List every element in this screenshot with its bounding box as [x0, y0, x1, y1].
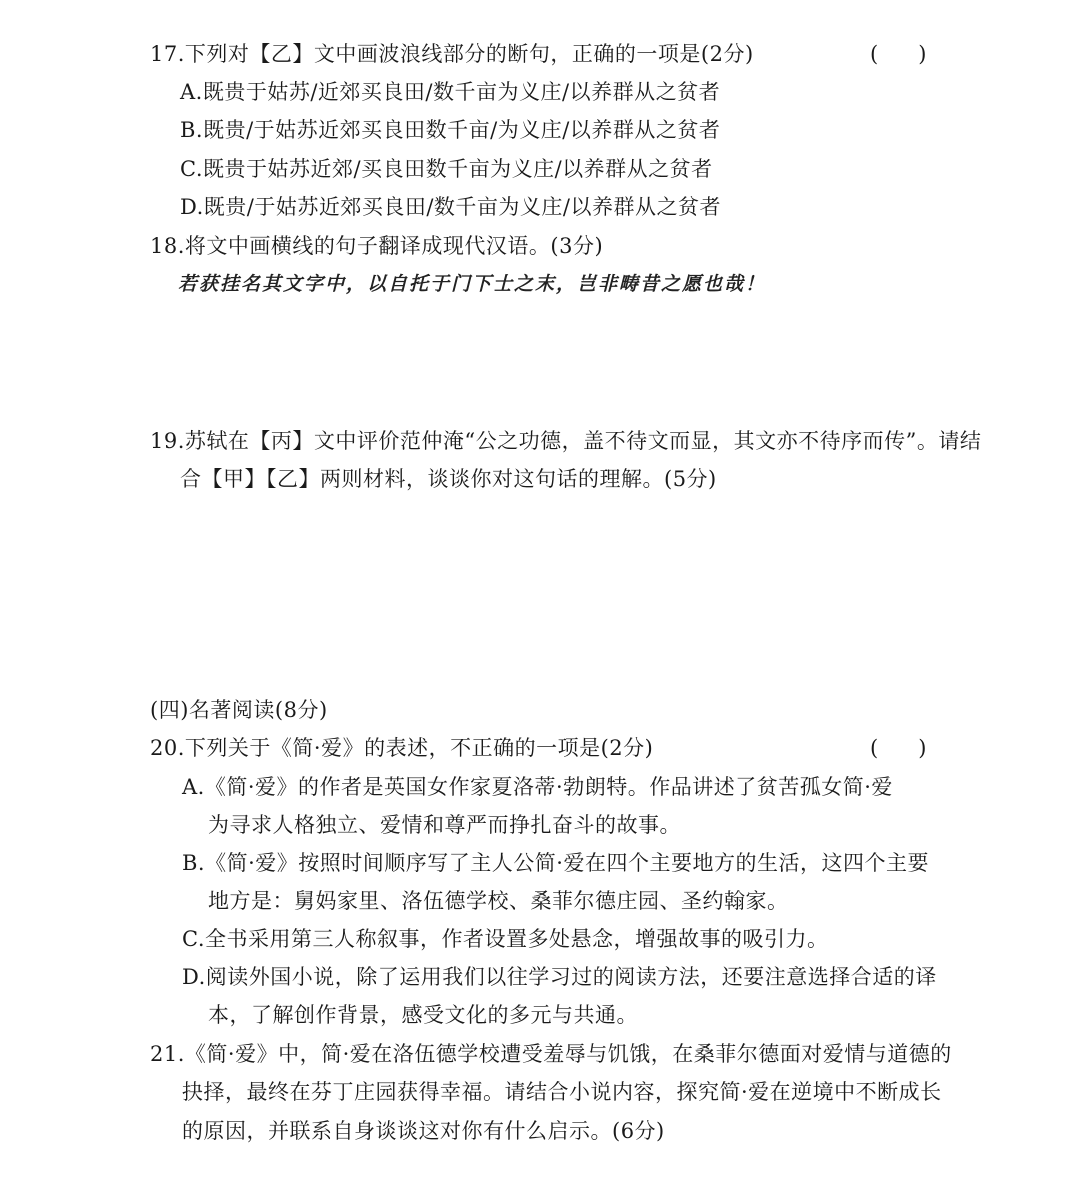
- q20-option-c: C.全书采用第三人称叙事，作者设置多处悬念，增强故事的吸引力。: [182, 927, 829, 951]
- q17-option-a: A.既贵于姑苏/近郊买良田/数千亩为义庄/以养群从之贫者: [180, 80, 721, 104]
- q20-option-a-line2: 为寻求人格独立、爱情和尊严而挣扎奋斗的故事。: [208, 813, 681, 837]
- q20-answer-bracket: ( ): [870, 736, 927, 760]
- q19-line2: 合【甲】【乙】两则材料，谈谈你对这句话的理解。(5分): [180, 467, 717, 491]
- q20-stem: 20.下列关于《简·爱》的表述，不正确的一项是(2分): [150, 736, 654, 760]
- q19-line1: 19.苏轼在【丙】文中评价范仲淹“公之功德，盖不待文而显，其文亦不待序而传”。请结: [150, 429, 982, 453]
- section-title-famous-works: (四)名著阅读(8分): [150, 698, 328, 722]
- q20-option-d-line1: D.阅读外国小说，除了运用我们以往学习过的阅读方法，还要注意选择合适的译: [182, 965, 937, 989]
- q17-option-b: B.既贵/于姑苏近郊买良田数千亩/为义庄/以养群从之贫者: [180, 118, 721, 142]
- q17-option-d: D.既贵/于姑苏近郊买良田/数千亩为义庄/以养群从之贫者: [180, 195, 721, 219]
- q20-option-b-line2: 地方是：舅妈家里、洛伍德学校、桑菲尔德庄园、圣约翰家。: [208, 889, 789, 913]
- q20-option-d-line2: 本，了解创作背景，感受文化的多元与共通。: [208, 1003, 638, 1027]
- q18-sentence: 若获挂名其文字中，以自托于门下士之末，岂非畴昔之愿也哉！: [178, 273, 767, 295]
- q17-answer-bracket: ( ): [870, 42, 927, 66]
- q21-line2: 抉择，最终在芬丁庄园获得幸福。请结合小说内容，探究简·爱在逆境中不断成长: [182, 1080, 942, 1104]
- q17-option-c: C.既贵于姑苏近郊/买良田数千亩为义庄/以养群从之贫者: [180, 157, 713, 181]
- q20-option-a-line1: A.《简·爱》的作者是英国女作家夏洛蒂·勃朗特。作品讲述了贫苦孤女简·爱: [182, 775, 893, 799]
- q20-option-b-line1: B.《简·爱》按照时间顺序写了主人公简·爱在四个主要地方的生活，这四个主要: [182, 851, 929, 875]
- q17-stem: 17.下列对【乙】文中画波浪线部分的断句，正确的一项是(2分): [150, 42, 754, 66]
- q21-line3: 的原因，并联系自身谈谈这对你有什么启示。(6分): [182, 1119, 665, 1143]
- q18-stem: 18.将文中画横线的句子翻译成现代汉语。(3分): [150, 234, 604, 258]
- q21-line1: 21.《简·爱》中，简·爱在洛伍德学校遭受羞辱与饥饿，在桑菲尔德面对爱情与道德的: [150, 1042, 952, 1066]
